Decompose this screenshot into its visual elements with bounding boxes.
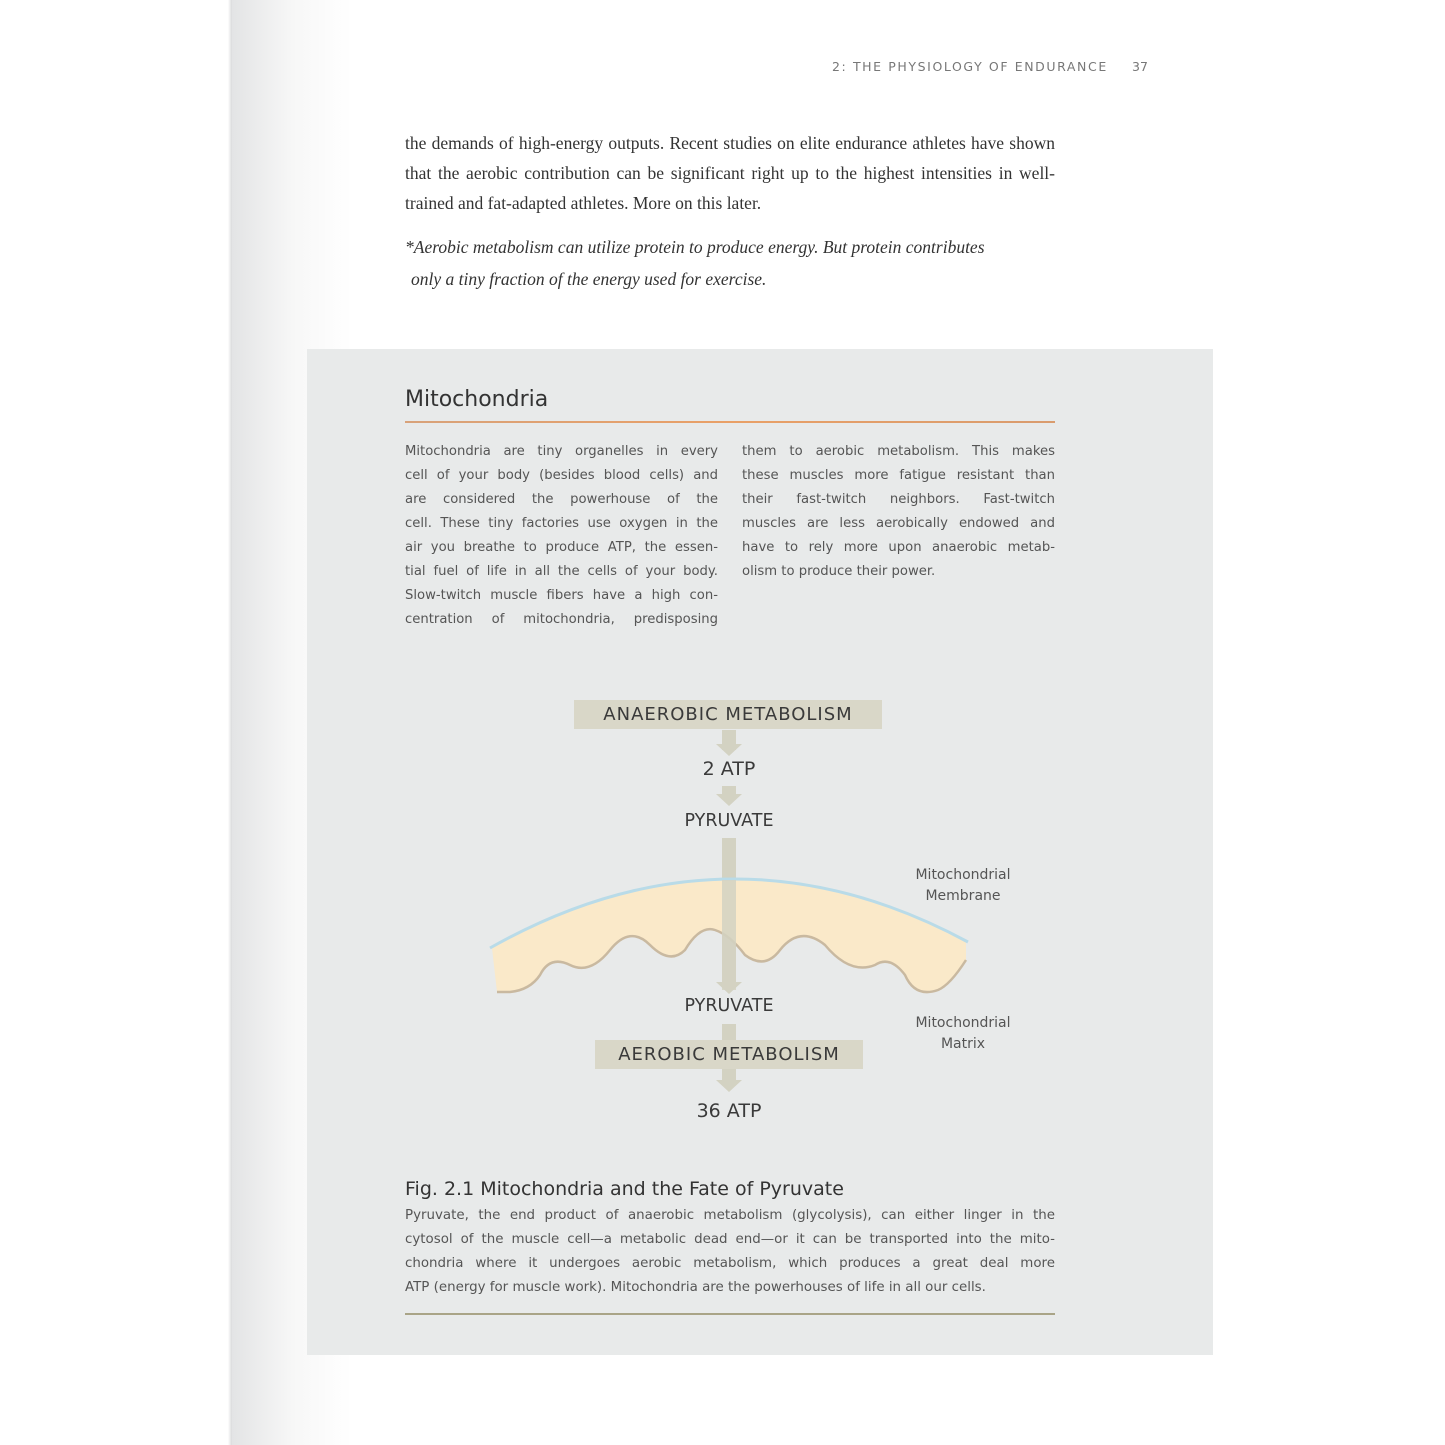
text-line: are considered the powerhouse of the [405,492,718,507]
caption-line: ATP (energy for muscle work). Mitochondria are the powerhouses of life in all our cells. [405,1280,986,1295]
pyruvate-label: PYRUVATE [684,811,774,831]
text-line: have to rely more upon anaerobic metab- [742,540,1055,555]
figure-title: Fig. 2.1 Mitochondria and the Fate of Pyruvate [405,1178,844,1200]
arrow-head [716,1080,742,1092]
text-line: cell of your body (besides blood cells) and [405,468,718,483]
label-line: Matrix [940,1036,986,1052]
page-number: 37 [1132,59,1148,74]
text-line: their fast-twitch neighbors. Fast-twitch [742,492,1055,507]
text-line: centration of mitochondria, predisposing [405,612,718,627]
aerobic-metabolism-label: AEROBIC METABOLISM [595,1040,863,1069]
text-line: air you breathe to produce ATP, the essen- [405,540,718,555]
text-line: tial fuel of life in all the cells of your body. [405,564,718,579]
label-line: Mitochondrial [915,867,1011,883]
running-head: 2: THE PHYSIOLOGY OF ENDURANCE [832,59,1108,74]
arrow-head [716,744,742,756]
footnote-line: *Aerobic metabolism can utilize protein to produce energy. But protein contributes [405,237,985,257]
arrow-head [716,794,742,806]
pyruvate-matrix-label: PYRUVATE [684,996,774,1016]
text-line: cell. These tiny factories use oxygen in the [405,516,718,531]
text-line: Mitochondria are tiny organelles in every [405,444,718,459]
label-line: Mitochondrial [915,1015,1011,1031]
membrane-label [888,865,1038,907]
text-line: Slow-twitch muscle fibers have a high con- [405,588,718,603]
text-line: muscles are less aerobically endowed and [742,516,1055,531]
atp-36-label: 36 ATP [696,1100,762,1122]
arrow-through-membrane [722,880,736,990]
caption-line: Pyruvate, the end product of anaerobic metabolism (glycolysis), can either linger in the [405,1208,1055,1223]
label-line: Membrane [925,888,1001,904]
body-paragraph: the demands of high-energy outputs. Recent studies on elite endurance athletes have shown that the aerobic contribution can be significant right up to the highest intensities in well- trained and fat-adapted athletes. More on this later. [405,133,1055,213]
caption-line: chondria where it undergoes aerobic metabolism, which produces a great deal more [405,1256,1055,1271]
footnote-line: only a tiny fraction of the energy used for exercise. [411,269,767,289]
atp-2-label: 2 ATP [702,758,756,780]
sidebar-title: Mitochondria [405,387,549,412]
matrix-label [888,1013,1038,1055]
text-line: olism to produce their power. [742,564,936,579]
anaerobic-metabolism-label: ANAEROBIC METABOLISM [574,700,882,729]
text-line: these muscles more fatigue resistant than [742,468,1055,483]
caption-rule [405,1313,1055,1315]
text-line: them to aerobic metabolism. This makes [742,444,1055,459]
figure-caption [405,1204,1055,1300]
caption-line: cytosol of the muscle cell—a metabolic dead end—or it can be transported into the mito- [405,1232,1055,1247]
